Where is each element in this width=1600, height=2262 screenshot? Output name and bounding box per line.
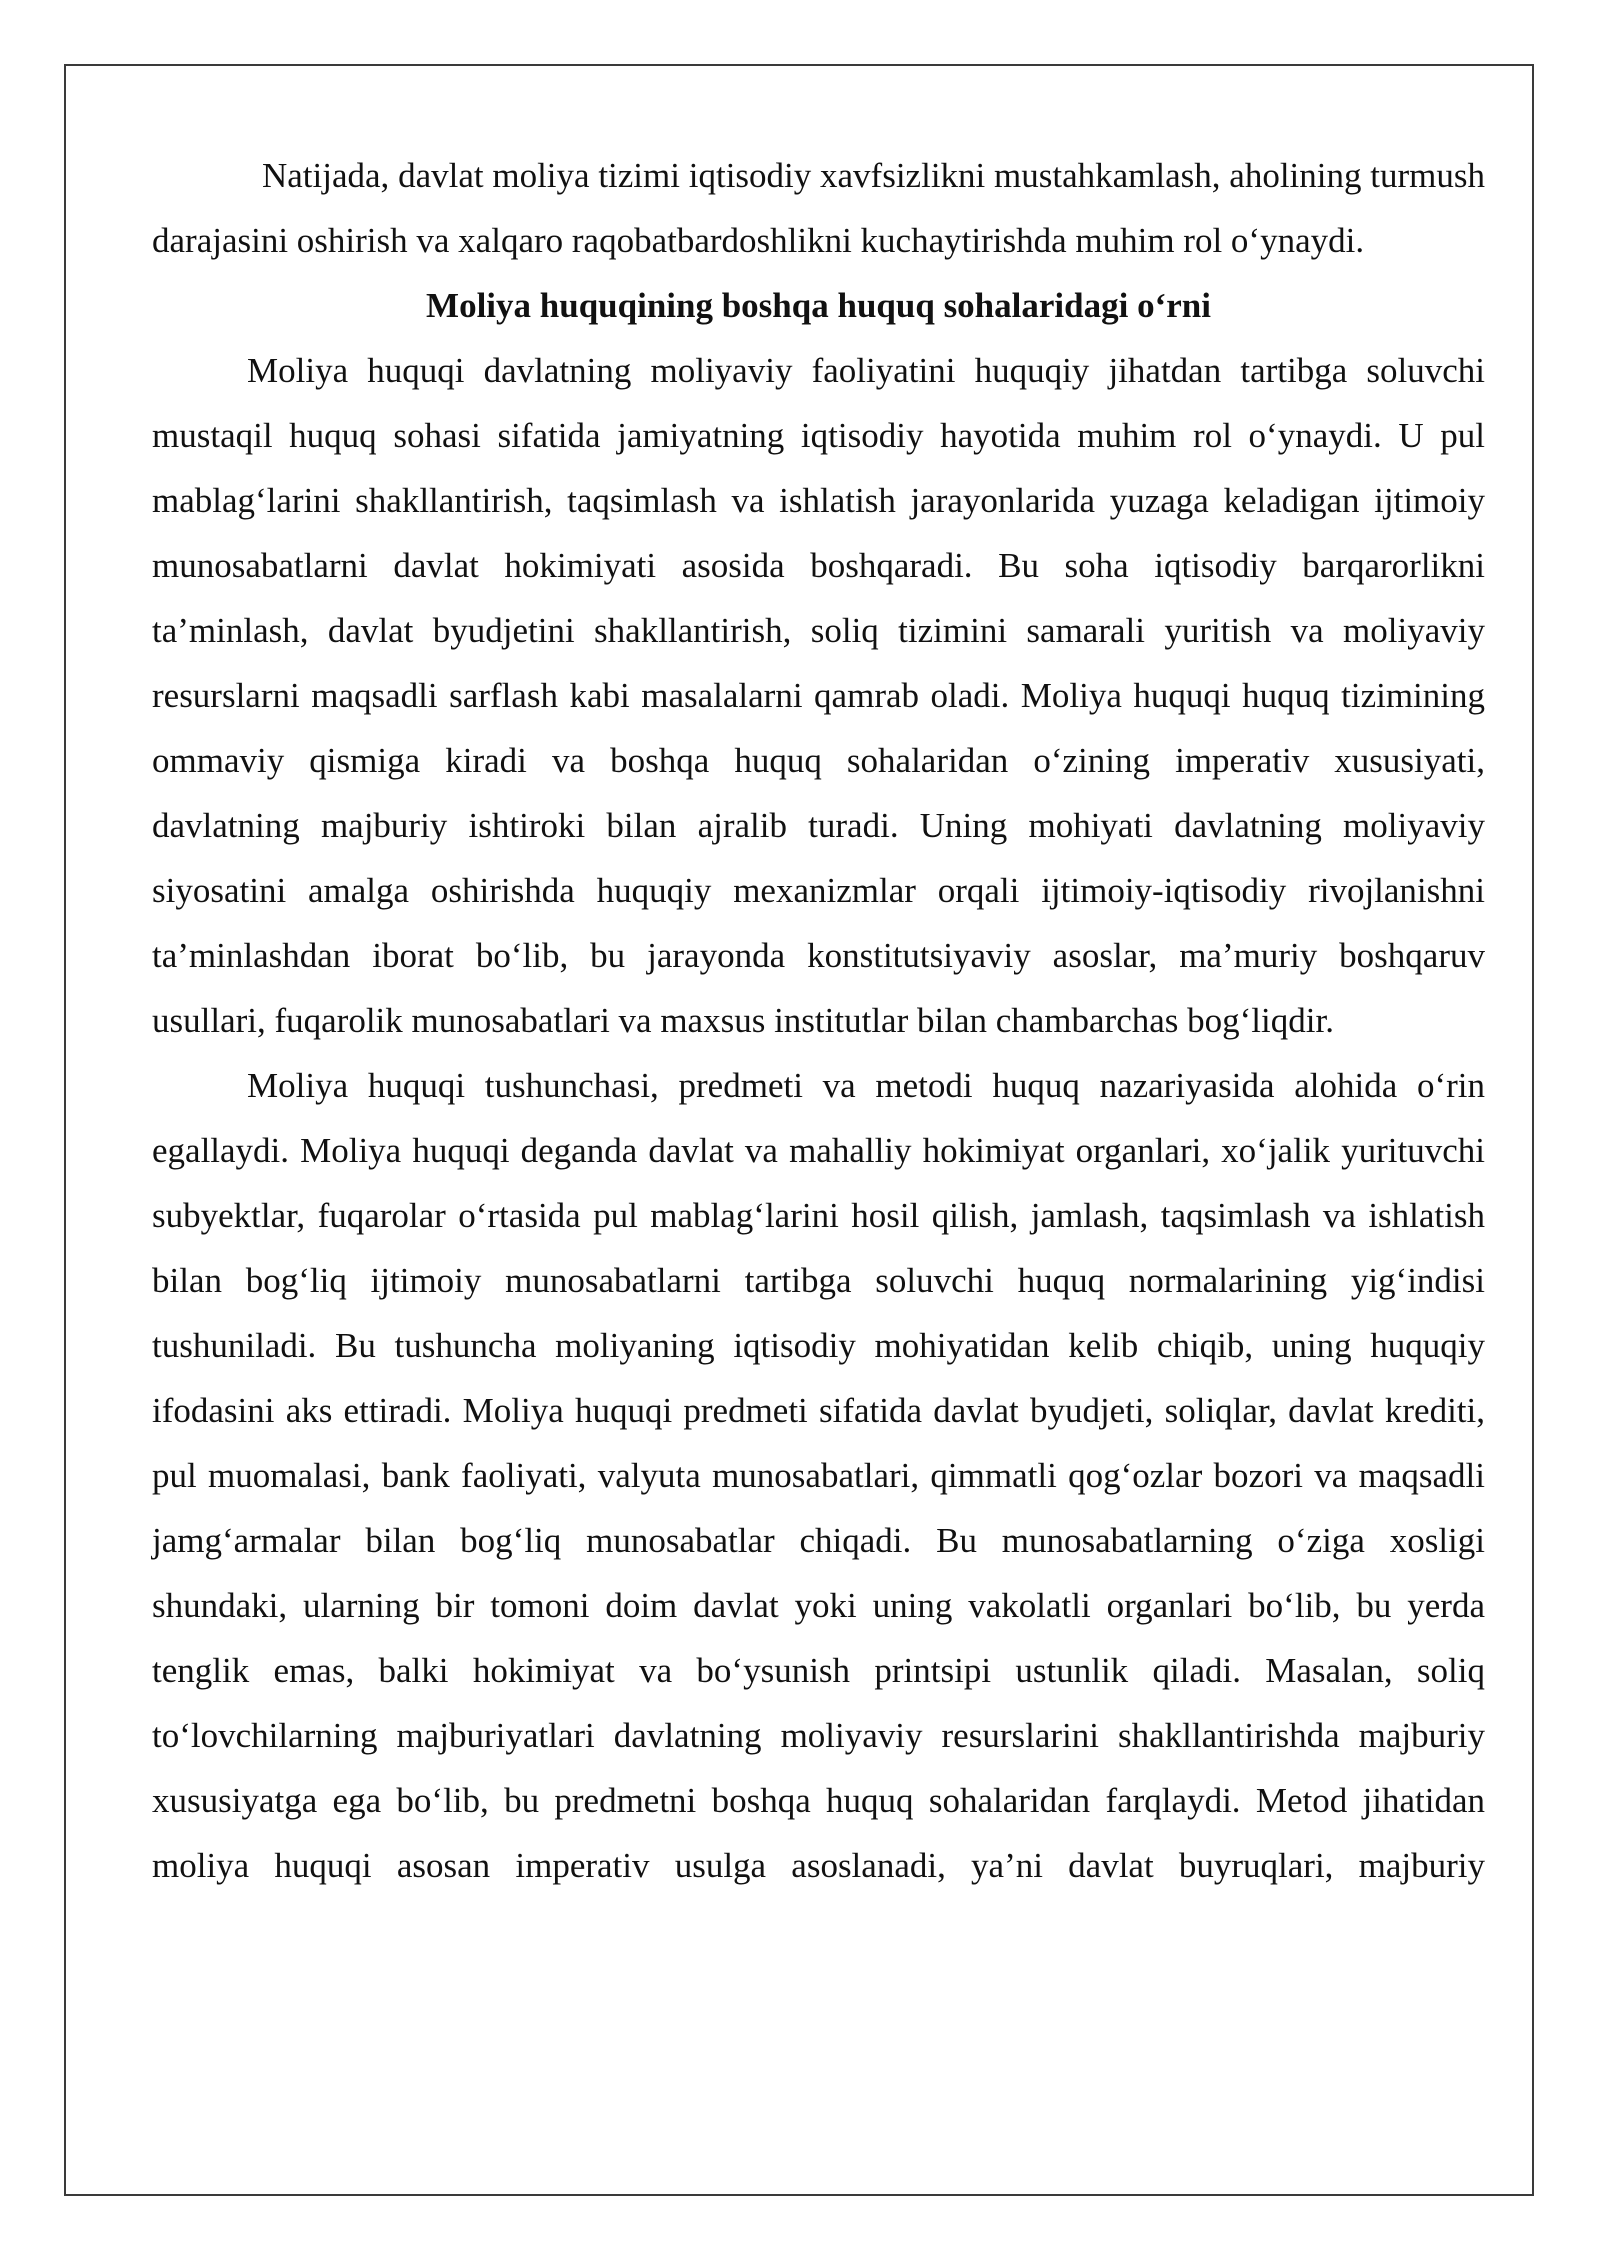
document-body	[152, 143, 1485, 1898]
paragraph-role-of-finance-law: Moliya huquqi davlatning moliyaviy faoliyatini huquqiy jihatdan tartibga soluvchi mustaqil huquq sohasi sifatida jamiyatning iqtisodiy hayotida muhim rol o‘ynaydi. U pul mablag‘larini shakllantirish, taqsimlash va ishlatish jarayonlarida yuzaga keladigan ijtimoiy munosabatlarni davlat hokimiyati asosida boshqaradi. Bu soha iqtisodiy barqarorlikni ta’minlash, davlat byudjetini shakllantirish, soliq tizimini samarali yuritish va moliyaviy resurslarni maqsadli sarflash kabi masalalarni qamrab oladi. Moliya huquqi huquq tizimining ommaviy qismiga kiradi va boshqa huquq sohalaridan o‘zining imperativ xususiyati, davlatning majburiy ishtiroki bilan ajralib turadi. Uning mohiyati davlatning moliyaviy siyosatini amalga oshirishda huquqiy mexanizmlar orqali ijtimoiy-iqtisodiy rivojlanishni ta’minlashdan iborat bo‘lib, bu jarayonda konstitutsiyaviy asoslar, ma’muriy boshqaruv usullari, fuqarolik munosabatlari va maxsus institutlar bilan chambarchas bog‘liqdir.	[152, 351, 1485, 1040]
paragraph-concept-subject-method: Moliya huquqi tushunchasi, predmeti va metodi huquq nazariyasida alohida o‘rin egallaydi. Moliya huquqi deganda davlat va mahalliy hokimiyat organlari, xo‘jalik yurituvchi subyektlar, fuqarolar o‘rtasida pul mablag‘larini hosil qilish, jamlash, taqsimlash va ishlatish bilan bog‘liq ijtimoiy munosabatlarni tartibga soluvchi huquq normalarining yig‘indisi tushuniladi. Bu tushuncha moliyaning iqtisodiy mohiyatidan kelib chiqib, uning huquqiy ifodasini aks ettiradi. Moliya huquqi predmeti sifatida davlat byudjeti, soliqlar, davlat krediti, pul muomalasi, bank faoliyati, valyuta munosabatlari, qimmatli qog‘ozlar bozori va maqsadli jamg‘armalar bilan bog‘liq munosabatlar chiqadi. Bu munosabatlarning o‘ziga xosligi shundaki, ularning bir tomoni doim davlat yoki uning vakolatli organlari bo‘lib, bu yerda tenglik emas, balki hokimiyat va bo‘ysunish printsipi ustunlik qiladi. Masalan, soliq to‘lovchilarning majburiyatlari davlatning moliyaviy resurslarini shakllantirishda majburiy xususiyatga ega bo‘lib, bu predmetni boshqa huquq sohalaridan farqlaydi. Metod jihatidan moliya huquqi asosan imperativ usulga asoslanadi, ya’ni davlat buyruqlari, majburiy	[152, 1066, 1485, 1885]
section-heading: Moliya huquqining boshqa huquq sohalaridagi o‘rni	[426, 286, 1211, 325]
paragraph-conclusion: Natijada, davlat moliya tizimi iqtisodiy xavfsizlikni mustahkamlash, aholining turmush darajasini oshirish va xalqaro raqobatbardoshlikni kuchaytirishda muhim rol o‘ynaydi.	[152, 156, 1485, 260]
